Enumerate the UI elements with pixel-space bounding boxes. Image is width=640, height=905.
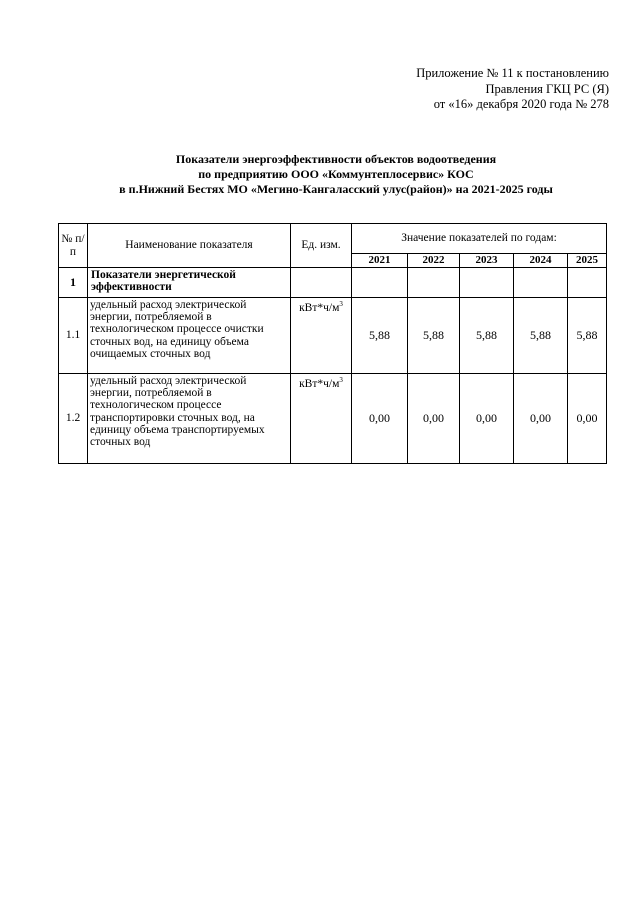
empty-cell [514, 268, 568, 298]
row-name: удельный расход электрической энергии, потребляемой в технологическом процессе транспортировки сточных вод, на единицу объема транспортируемых сточных вод [88, 374, 291, 464]
header-year: 2021 [352, 254, 408, 268]
appendix-reference [416, 66, 609, 113]
empty-cell [568, 268, 607, 298]
title-line-2: по предприятию ООО «Коммунтеплосервис» КОС [198, 167, 474, 181]
row-value: 5,88 [460, 298, 514, 374]
row-value: 5,88 [352, 298, 408, 374]
empty-cell [408, 268, 460, 298]
header-year: 2023 [460, 254, 514, 268]
row-value: 0,00 [460, 374, 514, 464]
row-value: 0,00 [408, 374, 460, 464]
row-value: 5,88 [408, 298, 460, 374]
document-title [0, 152, 640, 197]
row-value: 0,00 [514, 374, 568, 464]
section-num: 1 [59, 268, 88, 298]
empty-cell [291, 268, 352, 298]
header-year: 2024 [514, 254, 568, 268]
section-name: Показатели энергетической эффективности [88, 268, 291, 298]
row-value: 5,88 [568, 298, 607, 374]
title-line-1: Показатели энергоэффективности объектов водоотведения [175, 152, 497, 166]
appendix-line-3: от «16» декабря 2020 года № 278 [433, 97, 609, 111]
indicators-table [58, 223, 607, 464]
row-value: 0,00 [352, 374, 408, 464]
header-values-group: Значение показателей по годам: [352, 224, 607, 254]
table-row [59, 374, 607, 464]
unit-base: кВт*ч/м [299, 302, 340, 314]
appendix-line-1: Приложение № 11 к постановлению [416, 66, 609, 80]
row-unit [291, 298, 352, 374]
table-row [59, 298, 607, 374]
header-name: Наименование показателя [88, 224, 291, 268]
section-row [59, 268, 607, 298]
header-year: 2022 [408, 254, 460, 268]
header-num: № п/п [59, 224, 88, 268]
title-line-3: в п.Нижний Бестях МО «Мегино-Кангаласский улус(район)» на 2021-2025 годы [119, 182, 553, 196]
row-unit [291, 374, 352, 464]
row-name: удельный расход электрической энергии, потребляемой в технологическом процессе очистки сточных вод, на единицу объема очищаемых сточных вод [88, 298, 291, 374]
appendix-line-2: Правления ГКЦ РС (Я) [485, 81, 609, 96]
row-value: 0,00 [568, 374, 607, 464]
unit-base: кВт*ч/м [299, 378, 340, 390]
empty-cell [460, 268, 514, 298]
header-row-1 [59, 224, 607, 254]
header-year: 2025 [568, 254, 607, 268]
empty-cell [352, 268, 408, 298]
row-num: 1.1 [59, 298, 88, 374]
row-value: 5,88 [514, 298, 568, 374]
unit-superscript: 3 [339, 300, 343, 309]
unit-superscript: 3 [339, 376, 343, 385]
header-unit: Ед. изм. [291, 224, 352, 268]
row-num: 1.2 [59, 374, 88, 464]
